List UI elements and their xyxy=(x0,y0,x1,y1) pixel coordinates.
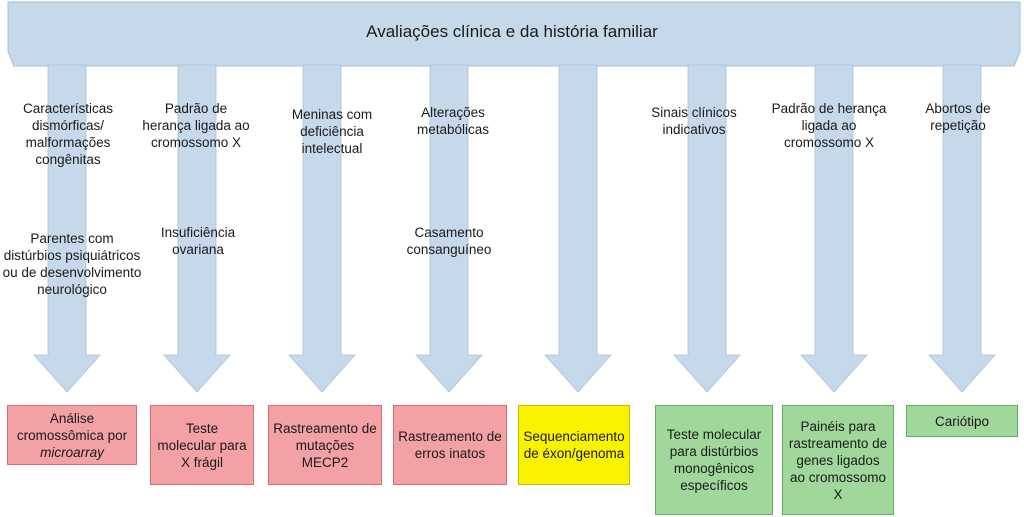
criterion-x-linked-inheritance-2: Padrão de herança ligada ao cromossomo X xyxy=(771,101,887,150)
criterion-girls-intellectual-disability: Meninas com deficiência intelectual xyxy=(291,107,373,156)
test-karyotype: Cariótipo xyxy=(906,405,1018,437)
criterion-family-history-neuro: Parentes com distúrbios psiquiátricos ou de desenvolvimento neurológico xyxy=(2,231,142,297)
test-mecp2-screening: Rastreamento de mutações MECP2 xyxy=(268,405,382,485)
criterion-indicative-clinical-signs: Sinais clínicos indicativos xyxy=(651,105,737,137)
criterion-ovarian-insufficiency: Insuficiência ovariana xyxy=(160,225,236,257)
test-exome-genome-sequencing: Sequenciamento de éxon/genoma xyxy=(518,405,630,485)
criterion-consanguinity: Casamento consanguíneo xyxy=(406,225,492,257)
diagram-title: Avaliações clínica e da história familiar xyxy=(366,22,658,41)
test-fragile-x: Teste molecular para X frágil xyxy=(150,405,254,485)
test-chromosomal-microarray: Análise cromossômica por microarray xyxy=(7,405,137,465)
test-monogenic-disorders: Teste molecular para distúrbios monogênicos específicos xyxy=(655,405,773,515)
criterion-recurrent-miscarriage: Abortos de repetição xyxy=(925,101,991,133)
criterion-metabolic-changes: Alterações metabólicas xyxy=(416,105,490,137)
criterion-x-linked-inheritance: Padrão de herança ligada ao cromossomo X xyxy=(142,101,250,150)
test-x-linked-gene-panels: Painéis para rastreamento de genes ligados ao cromossomo X xyxy=(782,405,894,515)
criterion-dysmorphic-features: Características dismórficas/ malformações congênitas xyxy=(22,101,114,167)
test-inborn-errors-screening: Rastreamento de erros inatos xyxy=(393,405,507,485)
down-arrow-5 xyxy=(545,65,611,392)
